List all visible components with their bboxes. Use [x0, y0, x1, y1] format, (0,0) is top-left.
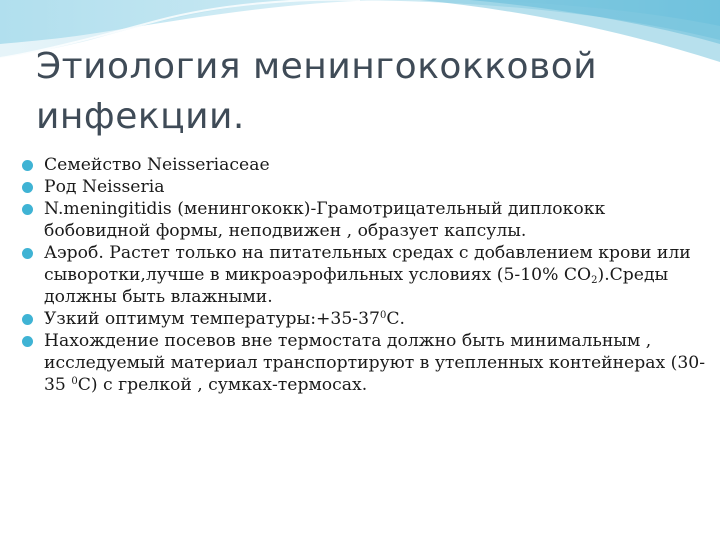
title-line-2: инфекции. — [36, 96, 245, 137]
bullet-genus — [20, 176, 710, 198]
bullet-dot-icon — [22, 204, 33, 215]
bullet-text: Семейство Neisseriaceae — [44, 155, 270, 175]
degree-superscript: 0 — [379, 310, 387, 321]
bullet-text-cont: С. — [386, 309, 405, 329]
bullet-species — [20, 198, 710, 242]
bullet-dot-icon — [22, 314, 33, 325]
bullet-text: Узкий оптимум температуры:+35-37 — [44, 309, 380, 329]
bullet-dot-icon — [22, 248, 33, 259]
bullet-text-cont: С) с грелкой , сумках-термосах. — [77, 375, 368, 395]
bullet-temperature — [20, 308, 710, 330]
title-line-1: Этиология менингококковой — [36, 46, 598, 87]
degree-superscript: 0 — [71, 376, 78, 387]
bullet-dot-icon — [22, 182, 33, 193]
bullet-dot-icon — [22, 336, 33, 347]
bullet-text: Аэроб. Растет только на питательных средах с добавлением крови или сыворотки,лучше в микроаэрофильных условиях (5-10% CO — [44, 243, 691, 285]
bullet-text: Род Neisseria — [44, 177, 165, 197]
bullet-aerobe — [20, 242, 710, 308]
bullet-list — [20, 154, 710, 396]
bullet-text-cont: ).Среды должны быть влажными. — [44, 265, 669, 307]
bullet-dot-icon — [22, 160, 33, 171]
slide-title — [36, 42, 676, 142]
subscript-2: 2 — [591, 275, 598, 286]
bullet-text: Нахождение посевов вне термостата должно быть минимальным , исследуемый материал транспортируют в утепленных контейнерах (30-35 — [44, 331, 705, 395]
bullet-text: N.meningitidis (менингококк)-Грамотрицательный диплококк бобовидной формы, неподвижен , образует капсулы. — [44, 199, 606, 241]
bullet-family — [20, 154, 710, 176]
bullet-transport — [20, 330, 710, 396]
